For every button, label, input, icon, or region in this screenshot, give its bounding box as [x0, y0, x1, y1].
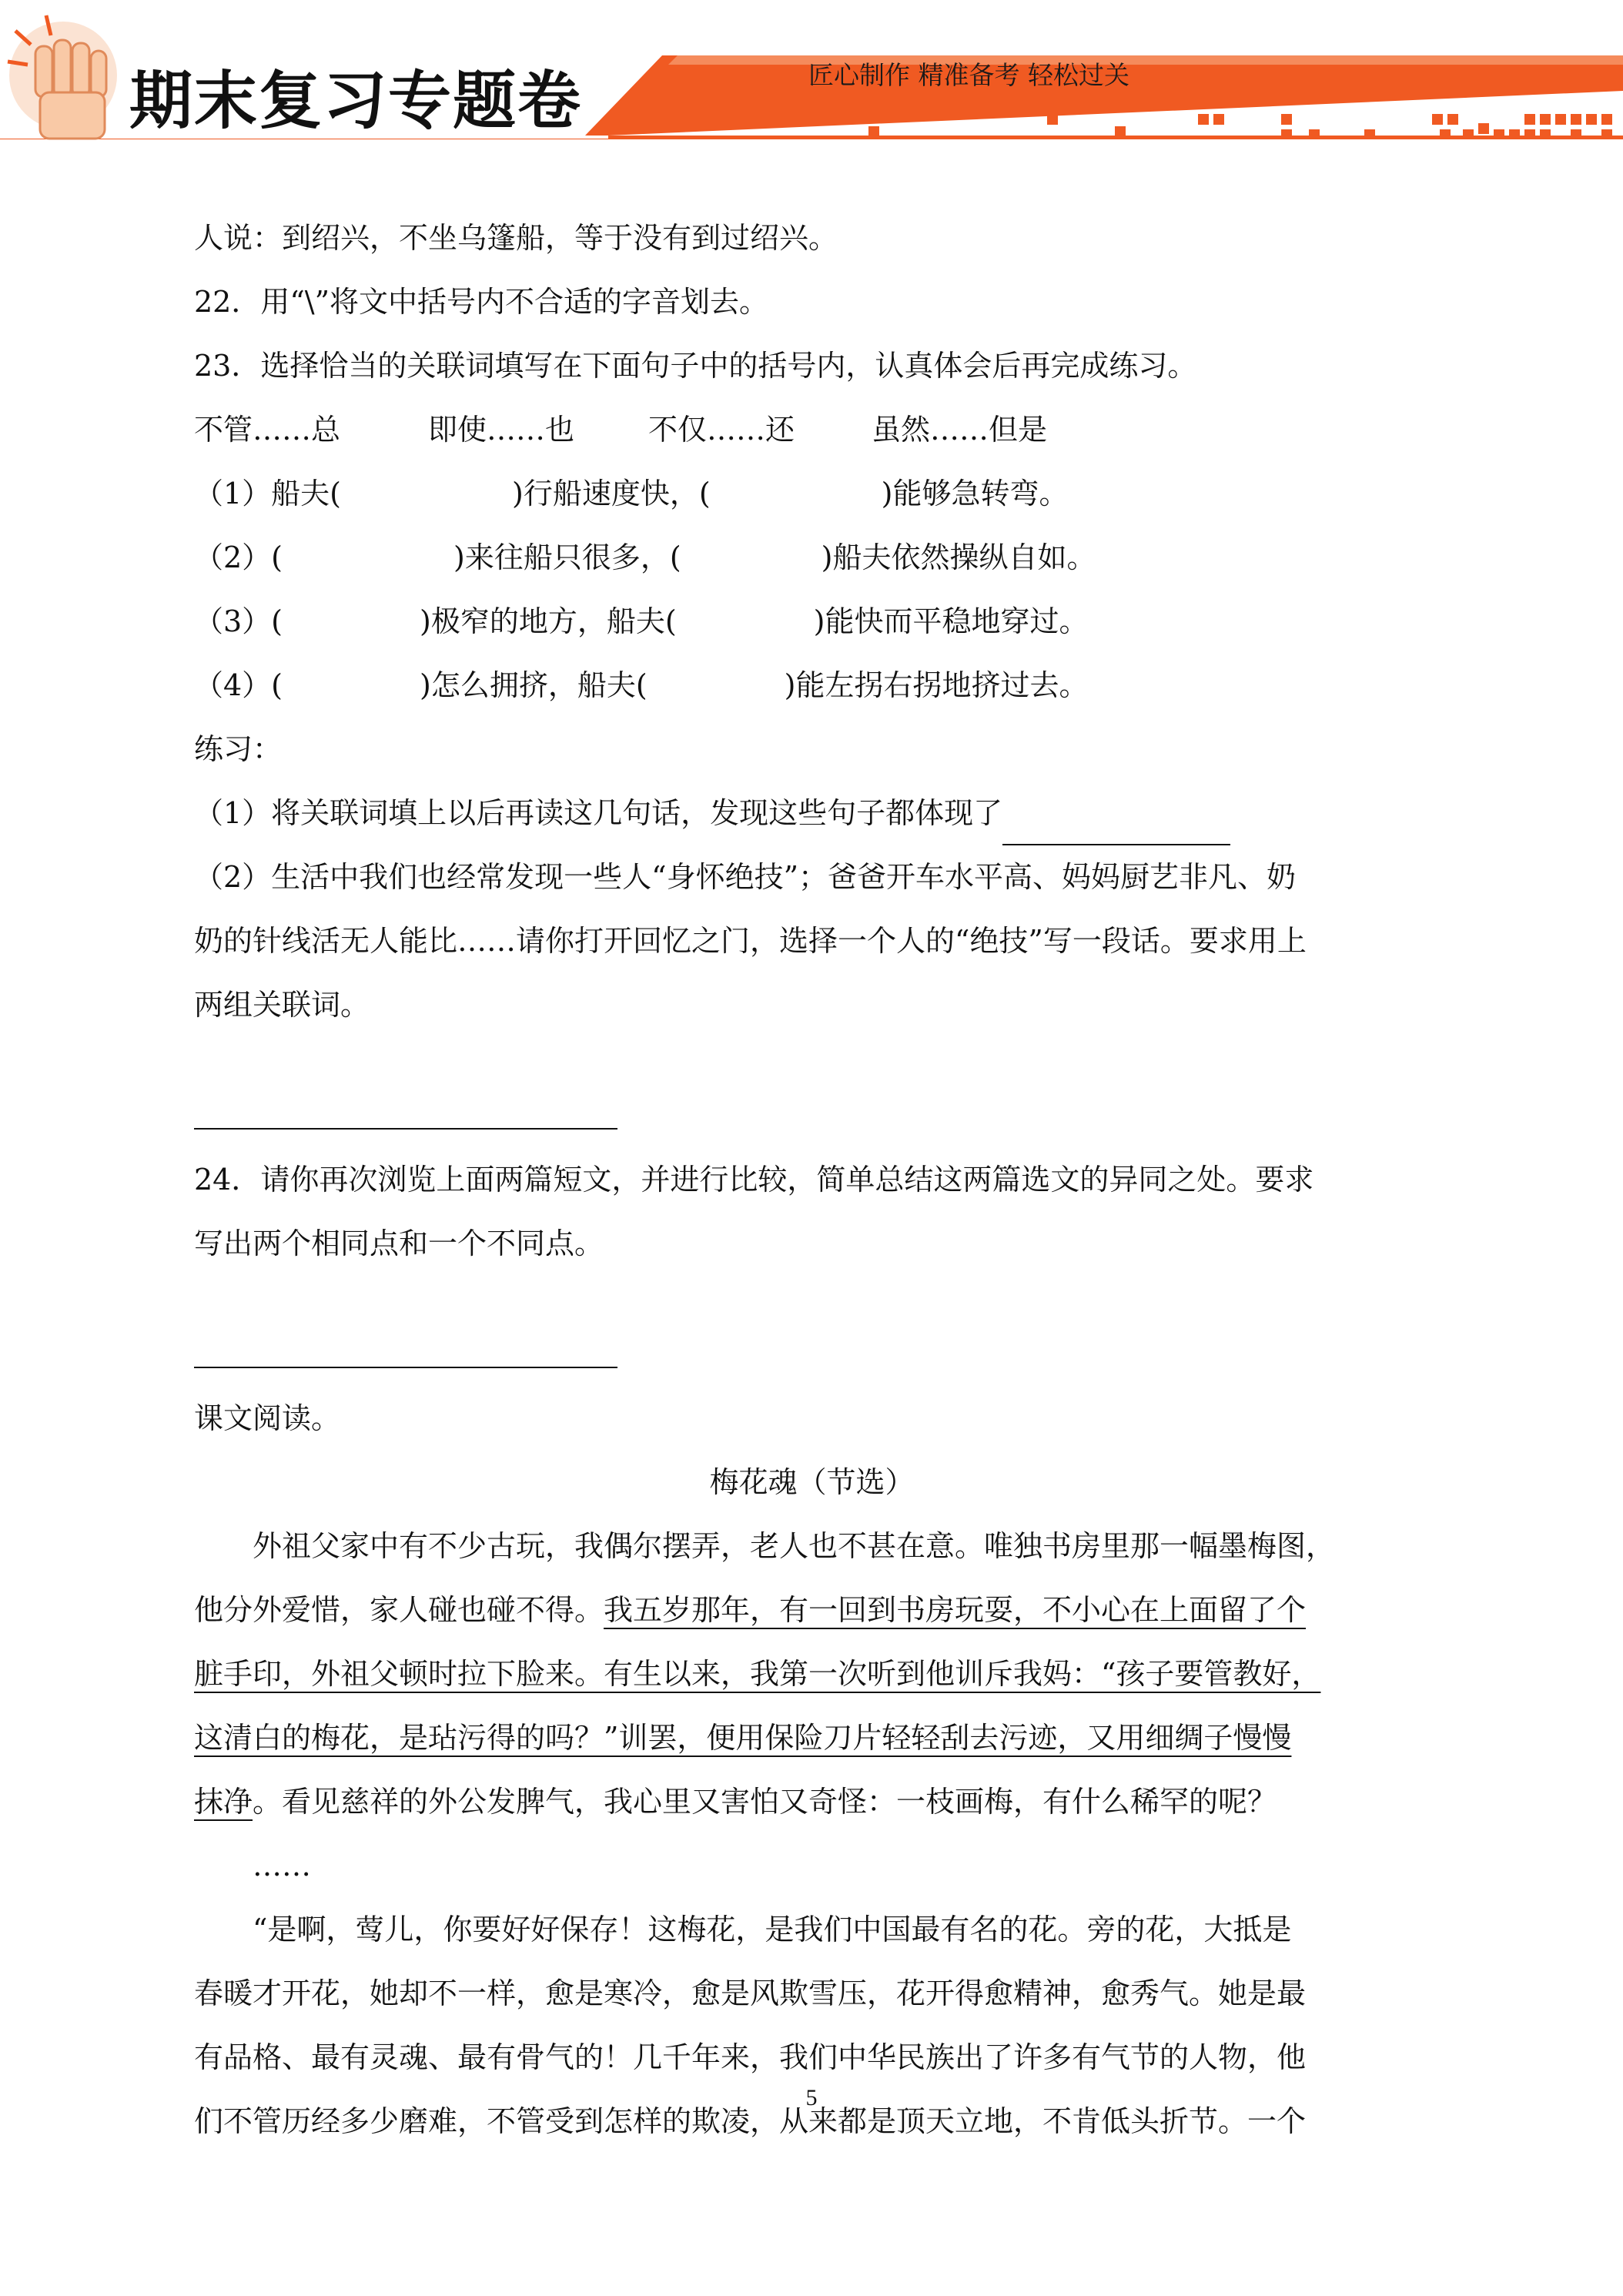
question-23: 23．选择恰当的关联词填写在下面句子中的括号内，认真体会后再完成练习。	[194, 349, 1197, 383]
page-content	[194, 206, 1430, 2154]
practice-2-line-1: （2）生活中我们也经常发现一些人“身怀绝技”；爸爸开车水平高、妈妈厨艺非凡、奶	[194, 860, 1297, 894]
passage-line: 他分外爱惜，家人碰也碰不得。我五岁那年，有一回到书房玩耍，不小心在上面留了个	[194, 1593, 1307, 1627]
passage-line: 有品格、最有灵魂、最有骨气的！几千年来，我们中华民族出了许多有气节的人物，他	[194, 2040, 1307, 2074]
sentence-4: （4）( )怎么拥挤，船夫( )能左拐右拐地挤过去。	[194, 668, 1089, 702]
sentence-3: （3）( )极窄的地方，船夫( )能快而平稳地穿过。	[194, 604, 1089, 638]
passage-line: 春暖才开花，她却不一样，愈是寒冷，愈是风欺雪压，花开得愈精神，愈秀气。她是最	[194, 1976, 1307, 2010]
practice-2-line-3: 两组关联词。	[194, 988, 370, 1022]
practice-label: 练习：	[194, 732, 283, 766]
passage-line: 外祖父家中有不少古玩，我偶尔摆弄，老人也不甚在意。唯独书房里那一幅墨梅图，	[253, 1529, 1336, 1563]
text-line: 人说：到绍兴，不坐乌篷船，等于没有到过绍兴。	[194, 221, 838, 255]
underlined-text: 抹净	[194, 1785, 253, 1819]
header-slogan: 匠心制作 精准备考 轻松过关	[808, 60, 1129, 90]
conjunction-options	[194, 398, 1430, 462]
practice-1: （1）将关联词填上以后再读这几句话，发现这些句子都体现了	[194, 782, 1430, 845]
sentence-2: （2）( )来往船只很多，( )船夫依然操纵自如。	[194, 541, 1096, 574]
option: 不仅……还	[648, 413, 795, 447]
underlined-text: 这清白的梅花，是玷污得的吗？”训罢，便用保险刀片轻轻刮去污迹，又用细绸子慢慢	[194, 1721, 1292, 1755]
option: 不管……总	[194, 413, 341, 447]
passage-title: 梅花魂（节选）	[709, 1465, 915, 1499]
question-24-line-1: 24．请你再次浏览上面两篇短文，并进行比较，简单总结这两篇选文的异同之处。要求	[194, 1163, 1314, 1197]
ellipsis: ……	[253, 1849, 311, 1883]
sentence-1: （1）船夫( )行船速度快，( )能够急转弯。	[194, 477, 1069, 510]
page-number: 5	[805, 2085, 818, 2110]
underlined-text: 脏手印，外祖父顿时拉下脸来。有生以来，我第一次听到他训斥我妈：“孩子要管教好，	[194, 1657, 1321, 1691]
passage-line: “是啊，莺儿，你要好好保存！这梅花，是我们中国最有名的花。旁的花，大抵是	[253, 1913, 1292, 1946]
passage-line: 抹净。看见慈祥的外公发脾气，我心里又害怕又奇怪：一枝画梅，有什么稀罕的呢？	[194, 1785, 1277, 1819]
option: 即使……也	[428, 413, 575, 447]
answer-underline[interactable]	[1002, 798, 1230, 845]
reading-label: 课文阅读。	[194, 1401, 341, 1435]
passage-line	[194, 1706, 1430, 1770]
answer-line[interactable]	[194, 1082, 617, 1130]
option: 虽然……但是	[872, 413, 1048, 447]
header-title: 期末复习专题卷	[129, 65, 583, 138]
page-header	[0, 0, 1623, 154]
question-22: 22．用“\”将文中括号内不合适的字音划去。	[194, 285, 769, 319]
passage-line: 们不管历经多少磨难，不管受到怎样的欺凌，从来都是顶天立地，不肯低头折节。一个	[194, 2104, 1307, 2138]
question-24-line-2: 写出两个相同点和一个不同点。	[194, 1227, 604, 1260]
passage-line	[194, 1642, 1430, 1706]
answer-line[interactable]	[194, 1320, 617, 1368]
practice-2-line-2: 奶的针线活无人能比……请你打开回忆之门，选择一个人的“绝技”写一段话。要求用上	[194, 924, 1307, 958]
underlined-text: 我五岁那年，有一回到书房玩耍，不小心在上面留了个	[604, 1593, 1307, 1627]
